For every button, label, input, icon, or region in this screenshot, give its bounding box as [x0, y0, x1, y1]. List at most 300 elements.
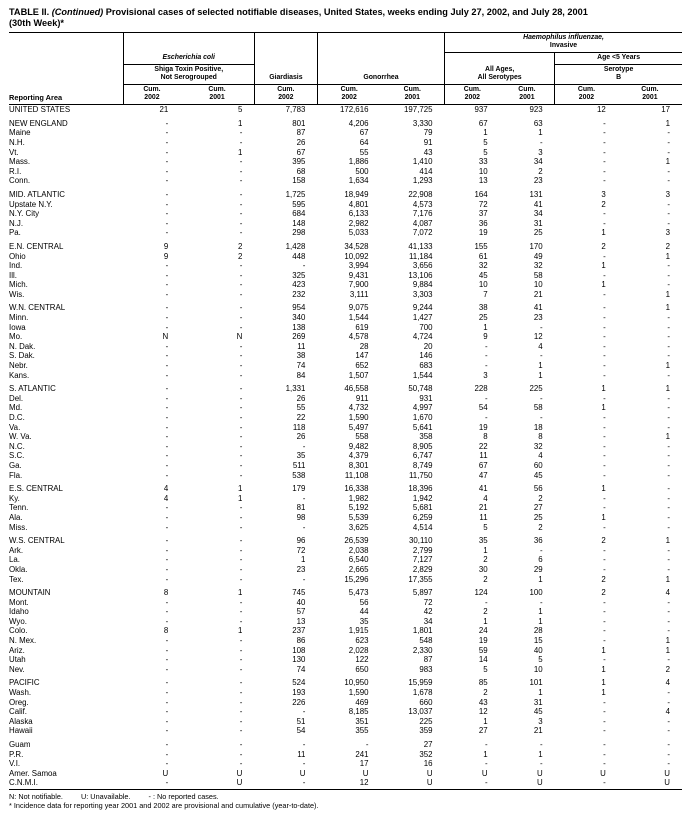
value-cell: -	[667, 441, 670, 451]
value-cell: -	[165, 636, 169, 646]
value-cell: 2	[483, 607, 488, 617]
title-main: Provisional cases of selected notifiable diseases, United States, weeks ending July 27, 2002, and July 28, 2001	[103, 7, 588, 17]
value-cell: 241	[355, 749, 369, 759]
value-cell: -	[603, 393, 606, 403]
reporting-area-cell: Ga.	[9, 460, 22, 470]
value-cell: 2,330	[412, 645, 433, 655]
value-cell: -	[667, 270, 670, 280]
value-cell: -	[540, 322, 543, 332]
value-cell: -	[165, 341, 169, 351]
value-cell: 1,915	[348, 626, 369, 636]
value-cell: -	[165, 322, 169, 332]
reporting-area-cell: Wyo.	[9, 616, 27, 626]
table-row	[9, 575, 682, 585]
hflu-name: Haemophilus influenzae,	[523, 34, 604, 42]
value-cell: -	[165, 607, 169, 617]
value-cell: -	[239, 313, 243, 323]
value-cell: 41,133	[408, 241, 433, 251]
value-cell: -	[667, 460, 670, 470]
value-cell: 20	[423, 341, 433, 351]
value-cell: 3,330	[412, 118, 433, 128]
value-cell: 2	[601, 588, 606, 598]
year-label: 2001	[642, 94, 658, 102]
value-cell: -	[667, 688, 670, 698]
value-cell: -	[667, 280, 670, 290]
value-cell: 5,681	[412, 503, 433, 513]
value-cell: 9,482	[348, 441, 369, 451]
shiga-line1: Shiga Toxin Positive,	[154, 66, 224, 74]
value-cell: -	[667, 503, 670, 513]
value-cell: -	[239, 303, 243, 313]
value-cell: 45	[533, 707, 543, 717]
table-row	[9, 119, 682, 129]
header-spacer	[445, 53, 555, 65]
value-cell: 25	[533, 228, 543, 238]
value-cell: 35	[359, 616, 369, 626]
value-cell: 619	[355, 322, 369, 332]
value-cell: -	[302, 522, 306, 532]
serotype-b-header	[555, 65, 682, 85]
value-cell: U	[299, 768, 306, 778]
value-cell: -	[667, 616, 670, 626]
header-spacer	[254, 53, 317, 65]
reporting-area-cell: R.I.	[9, 166, 22, 176]
value-cell: 500	[355, 166, 369, 176]
value-cell: 225	[419, 716, 433, 726]
value-cell: 2	[483, 688, 488, 698]
value-cell: -	[484, 361, 488, 371]
value-cell: -	[603, 128, 606, 138]
reporting-area-cell: N.C.	[9, 441, 25, 451]
value-cell: 87	[296, 128, 306, 138]
value-cell: 9	[163, 241, 169, 251]
value-cell: 1,670	[412, 413, 433, 422]
table-row	[9, 740, 682, 750]
value-cell: 351	[355, 716, 369, 726]
table-row	[9, 105, 682, 115]
value-cell: 652	[355, 361, 369, 371]
reporting-area-cell: N. Dak.	[9, 341, 36, 351]
value-cell: -	[540, 351, 543, 361]
reporting-area-cell: W. Va.	[9, 432, 32, 442]
footnote-symbols	[9, 792, 683, 802]
value-cell: 15,959	[408, 678, 433, 688]
value-cell: 11	[479, 512, 488, 522]
header-spacer	[254, 33, 317, 53]
value-cell: 1	[665, 574, 670, 584]
value-cell: 131	[529, 189, 543, 199]
value-cell: 1	[237, 626, 243, 636]
table-row	[9, 717, 682, 727]
all-ages-line2: All Serotypes	[477, 74, 522, 82]
value-cell: -	[603, 626, 606, 636]
value-cell: 10,092	[344, 251, 369, 261]
value-cell: 2	[665, 664, 670, 674]
value-cell: 4	[665, 707, 670, 717]
table-row	[9, 342, 682, 352]
reporting-area-cell: Calif.	[9, 707, 27, 717]
value-cell: -	[603, 209, 606, 219]
value-cell: 1	[538, 361, 543, 371]
reporting-area-cell: S.C.	[9, 451, 25, 461]
cum-label: Cum.	[518, 86, 536, 94]
value-cell: 40	[533, 645, 543, 655]
value-cell: 58	[533, 270, 543, 280]
footnote-dash: - : No reported cases.	[148, 791, 219, 801]
value-cell: 325	[292, 270, 306, 280]
reporting-area-cell: Vt.	[9, 147, 19, 157]
table-row	[9, 157, 682, 167]
value-cell: 1,507	[348, 370, 369, 380]
value-cell: 31	[533, 697, 543, 707]
value-cell: 34	[533, 209, 543, 219]
value-cell: -	[667, 522, 670, 532]
value-cell: 700	[419, 322, 433, 332]
reporting-area-cell: Guam	[9, 740, 31, 749]
value-cell: 5,897	[412, 588, 433, 598]
value-cell: 10	[533, 664, 543, 674]
value-cell: 13	[478, 176, 488, 186]
table-row	[9, 442, 682, 452]
value-cell: 148	[292, 218, 306, 228]
value-cell: 1	[601, 280, 606, 290]
value-cell: 172,616	[339, 105, 369, 115]
reporting-area-cell: Alaska	[9, 716, 33, 726]
value-cell: -	[603, 361, 606, 371]
value-cell: 3	[483, 370, 488, 380]
value-cell: -	[603, 555, 606, 565]
value-cell: -	[239, 157, 243, 167]
value-cell: 10	[533, 280, 543, 290]
year-label: 2001	[209, 94, 225, 102]
reporting-area-cell: Va.	[9, 422, 21, 432]
table-row	[9, 403, 682, 413]
value-cell: 1,634	[348, 176, 369, 186]
value-cell: -	[484, 351, 488, 361]
giardiasis-header: Giardiasis	[254, 65, 317, 85]
value-cell: 2,829	[412, 564, 433, 574]
table-row	[9, 209, 682, 219]
value-cell: 32	[478, 261, 488, 271]
value-cell: 81	[296, 503, 306, 513]
value-cell: 22	[296, 413, 306, 422]
value-cell: 34	[423, 616, 433, 626]
value-cell: -	[165, 118, 169, 128]
value-cell: 21	[159, 105, 169, 115]
value-cell: -	[667, 470, 670, 480]
value-cell: 1,410	[412, 157, 433, 167]
value-cell: 5,539	[348, 512, 369, 522]
value-cell: -	[603, 716, 606, 726]
value-cell: -	[603, 564, 606, 574]
value-cell: 2,799	[412, 545, 433, 555]
table-row	[9, 523, 682, 533]
value-cell: -	[603, 726, 606, 736]
value-cell: -	[239, 616, 243, 626]
value-cell: 1,331	[285, 384, 306, 394]
value-cell: -	[667, 451, 670, 461]
value-cell: -	[254, 778, 317, 789]
value-cell: -	[239, 228, 243, 238]
value-cell: 25	[478, 313, 488, 323]
gonorrhea-header: Gonorrhea	[317, 65, 444, 85]
table-row	[9, 451, 682, 461]
value-cell: 1	[538, 574, 543, 584]
value-cell: -	[165, 664, 169, 674]
value-cell: 100	[529, 588, 543, 598]
value-cell: 4,732	[348, 403, 369, 413]
value-cell: 8,185	[348, 707, 369, 717]
value-cell: 1	[665, 636, 670, 646]
value-cell: 6,540	[348, 555, 369, 565]
value-cell: -	[603, 470, 606, 480]
value-cell: -	[603, 441, 606, 451]
value-cell: -	[667, 370, 670, 380]
value-cell: 54	[478, 403, 488, 413]
value-cell: 226	[292, 697, 306, 707]
value-cell: 63	[533, 118, 543, 128]
value-cell: -	[603, 432, 606, 442]
value-cell: 91	[423, 137, 433, 147]
reporting-area-cell: Pa.	[9, 228, 21, 238]
value-cell: 2	[538, 166, 543, 176]
header-spacer	[123, 33, 254, 53]
hflu-invasive: Invasive	[549, 42, 578, 50]
value-cell: U	[500, 778, 555, 789]
value-cell: -	[603, 157, 606, 167]
value-cell: U	[362, 768, 369, 778]
value-cell: 1	[665, 157, 670, 167]
value-cell: 1,590	[348, 413, 369, 422]
value-cell: 414	[419, 166, 433, 176]
value-cell: U	[536, 768, 543, 778]
value-cell: -	[484, 740, 488, 749]
value-cell: 32	[533, 441, 543, 451]
table-row	[9, 698, 682, 708]
value-cell: -	[165, 370, 169, 380]
value-cell: 37	[478, 209, 488, 219]
value-cell: -	[165, 512, 169, 522]
value-cell: -	[484, 759, 488, 769]
value-cell: 68	[296, 166, 306, 176]
value-cell: -	[484, 413, 488, 422]
shiga-toxin-header	[123, 65, 254, 85]
table-row	[9, 228, 682, 238]
year-label: 2002	[144, 94, 160, 102]
value-cell: 21	[533, 726, 543, 736]
value-cell: -	[239, 322, 243, 332]
value-cell: 1	[601, 403, 606, 413]
value-cell: 18	[533, 422, 543, 432]
value-cell: 72	[296, 545, 306, 555]
reporting-area-cell: E.N. CENTRAL	[9, 241, 64, 251]
value-cell: 1,544	[412, 370, 433, 380]
reporting-area-cell: V.I.	[9, 759, 21, 769]
cum-label: Cum.	[143, 86, 161, 94]
value-cell: 10	[478, 280, 488, 290]
table-row	[9, 655, 682, 665]
value-cell: 2	[665, 241, 670, 251]
value-cell: 5	[483, 664, 488, 674]
value-cell: -	[165, 688, 169, 698]
reporting-area-cell: Md.	[9, 403, 23, 413]
value-cell: 1,427	[412, 313, 433, 323]
value-cell: 36	[478, 218, 488, 228]
value-cell: 30	[478, 564, 488, 574]
value-cell: -	[603, 597, 606, 607]
value-cell: 72	[423, 597, 433, 607]
all-ages-line1: All Ages,	[485, 66, 515, 74]
value-cell: -	[667, 726, 670, 736]
reporting-area-cell: Ind.	[9, 261, 23, 271]
value-cell: -	[603, 759, 606, 769]
value-cell: -	[239, 707, 243, 717]
value-cell: 35	[478, 536, 488, 546]
cum-year-header	[500, 85, 555, 105]
value-cell: 98	[296, 512, 306, 522]
year-label: 2002	[578, 94, 595, 102]
value-cell: -	[239, 564, 243, 574]
cum-year-header	[180, 85, 254, 105]
reporting-area-cell: Kans.	[9, 370, 30, 380]
value-cell: 2	[601, 574, 606, 584]
footnote-incidence: * Incidence data for reporting year 2001 and 2002 are provisional and cumulative (year-to-date).	[9, 801, 319, 811]
value-cell: 13,106	[408, 270, 433, 280]
value-cell: -	[667, 176, 670, 186]
value-cell: 8	[538, 432, 543, 442]
cum-label: Cum.	[277, 86, 295, 94]
value-cell: 197,725	[404, 105, 433, 115]
table-row	[9, 471, 682, 481]
value-cell: 7,176	[412, 209, 433, 219]
value-cell: 19	[478, 422, 488, 432]
value-cell: 4	[163, 493, 169, 503]
value-cell: -	[165, 218, 169, 228]
value-cell: 1	[665, 645, 670, 655]
cum-label: Cum.	[208, 86, 226, 94]
value-cell: 101	[529, 678, 543, 688]
value-cell: 19	[478, 636, 488, 646]
value-cell: 18,949	[344, 189, 369, 199]
table-body	[9, 105, 682, 790]
value-cell: -	[667, 332, 670, 342]
value-cell: U	[380, 778, 444, 789]
value-cell: 40	[296, 597, 306, 607]
value-cell: 1	[601, 664, 606, 674]
value-cell: 2,028	[348, 645, 369, 655]
value-cell: -	[445, 778, 500, 789]
value-cell: 7,783	[285, 105, 306, 115]
value-cell: 56	[359, 597, 369, 607]
value-cell: -	[165, 137, 169, 147]
value-cell: -	[603, 137, 606, 147]
age-under5-header: Age <5 Years	[555, 53, 682, 65]
value-cell: -	[239, 393, 243, 403]
value-cell: 17	[359, 759, 369, 769]
value-cell: -	[165, 403, 169, 413]
value-cell: 11	[297, 749, 306, 759]
table-row	[9, 565, 682, 575]
all-ages-header	[445, 65, 555, 85]
cum-label: Cum.	[403, 86, 421, 94]
reporting-area-cell: Nev.	[9, 664, 25, 674]
value-cell: -	[239, 759, 243, 769]
table-row	[9, 361, 682, 371]
value-cell: 355	[355, 726, 369, 736]
value-cell: 8,749	[412, 460, 433, 470]
value-cell: -	[603, 422, 606, 432]
value-cell: 2,038	[348, 545, 369, 555]
serotype-line1: Serotype	[603, 66, 634, 74]
value-cell: -	[239, 749, 243, 759]
value-cell: 237	[292, 626, 306, 636]
table-row	[9, 351, 682, 361]
value-cell: 17	[661, 105, 670, 115]
title-continued: (Continued)	[51, 7, 104, 17]
reporting-area-cell: C.N.M.I.	[9, 778, 123, 789]
value-cell: 4	[483, 493, 488, 503]
value-cell: 158	[292, 176, 306, 186]
value-cell: -	[667, 313, 670, 323]
reporting-area-cell: D.C.	[9, 413, 25, 422]
value-cell: 4,801	[348, 199, 369, 209]
value-cell: 38	[296, 351, 306, 361]
table-row	[9, 371, 682, 381]
reporting-area-cell: N.H.	[9, 137, 25, 147]
value-cell: 10,950	[344, 678, 369, 688]
header-spacer	[317, 53, 444, 65]
value-cell: -	[603, 270, 606, 280]
value-cell: -	[165, 574, 169, 584]
value-cell: 1,942	[412, 493, 433, 503]
value-cell: -	[239, 597, 243, 607]
value-cell: 34,528	[344, 241, 369, 251]
value-cell: 28	[533, 626, 543, 636]
value-cell: U	[664, 768, 670, 778]
reporting-area-cell: Ala.	[9, 512, 23, 522]
table-row	[9, 750, 682, 760]
value-cell: 3	[538, 716, 543, 726]
value-cell: 32	[533, 261, 543, 271]
value-cell: -	[365, 740, 369, 749]
value-cell: 1	[665, 289, 670, 299]
value-cell: -	[667, 199, 670, 209]
value-cell: 15	[533, 636, 543, 646]
value-cell: 29	[533, 564, 543, 574]
value-cell: 146	[419, 351, 433, 361]
value-cell: -	[239, 555, 243, 565]
value-cell: -	[165, 289, 169, 299]
table-row	[9, 138, 682, 148]
title-prefix: TABLE II.	[9, 7, 52, 17]
value-cell: 54	[296, 726, 306, 736]
value-cell: 122	[355, 655, 369, 665]
year-label: 2002	[341, 94, 357, 102]
reporting-area-cell: MOUNTAIN	[9, 588, 51, 598]
value-cell: 8	[163, 588, 169, 598]
value-cell: 27	[423, 740, 433, 749]
value-cell: 147	[355, 351, 369, 361]
cum-year-header	[445, 85, 500, 105]
value-cell: -	[667, 413, 670, 422]
value-cell: -	[239, 664, 243, 674]
value-cell: 1,544	[348, 313, 369, 323]
table-row	[9, 598, 682, 608]
value-cell: 4,379	[348, 451, 369, 461]
value-cell: -	[603, 218, 606, 228]
value-cell: -	[667, 597, 670, 607]
value-cell: -	[165, 147, 169, 157]
